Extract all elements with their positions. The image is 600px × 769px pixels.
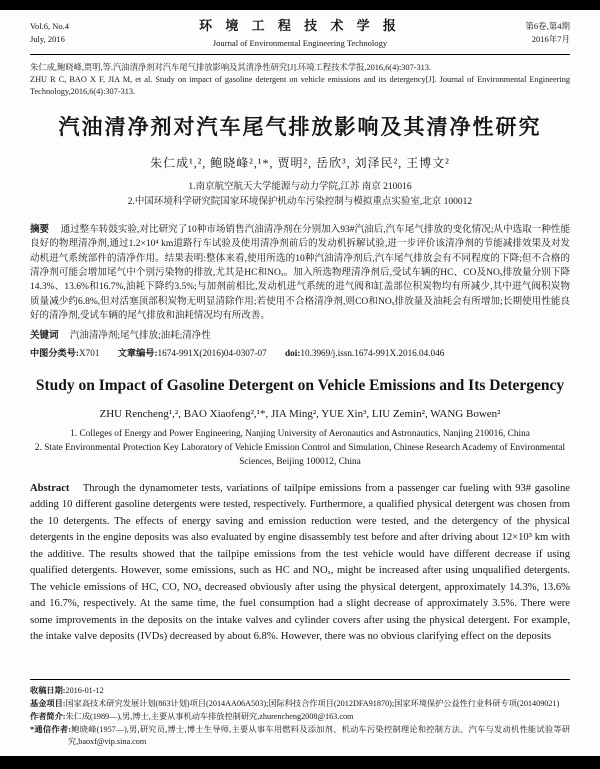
header-left	[30, 20, 98, 46]
article-number-label: 文章编号:	[117, 347, 158, 358]
affiliation-en-1: 1. Colleges of Energy and Power Engineering, Nanjing University of Aeronautics and Astronautics, Nanjing 210016, China	[70, 428, 530, 439]
volume-number: Vol.6, No.4	[30, 21, 70, 32]
bottom-border-bar	[0, 756, 600, 769]
abstract-en	[30, 481, 570, 646]
article-number-value: 1674-991X(2016)04-0307-07	[157, 347, 267, 358]
received-date-label: 收稿日期:	[30, 686, 66, 696]
issue-date-en: July, 2016	[30, 34, 65, 45]
paper-title-en: Study on Impact of Gasoline Detergent on Vehicle Emissions and Its Detergency	[35, 376, 565, 394]
fund-project-line	[30, 698, 570, 711]
author-bio-line	[30, 711, 570, 724]
clc-value: X701	[79, 347, 100, 358]
affiliation-cn-1: 1.南京航空航天大学能源与动力学院,江苏 南京 210016	[188, 182, 412, 193]
author-bio-label: 作者简介:	[30, 711, 66, 721]
corresponding-author-label: *通信作者:	[30, 724, 71, 734]
affiliations-en	[30, 428, 570, 470]
journal-name-en: Journal of Environmental Engineering Technology	[212, 38, 388, 49]
header-right	[502, 20, 570, 46]
fund-project-label: 基金项目:	[30, 699, 66, 709]
doi-value: 10.3969/j.issn.1674-991X.2016.04.046	[300, 347, 445, 358]
abstract-text-cn: 通过整车转鼓实验,对比研究了10种市场销售汽油清净剂在分别加入93#汽油后,汽车尾气排放的变化情况;从中选取一种性能良好的物理清净剂,通过1.2×10⁴ km道路行车试验及使用清净剂前后的发动机拆解试验,进一步评价该清净剂的节能减排效果及对发动机进气系统部件的清净作用。结果表明:整体来看,使用所选的10种汽油清净剂后,汽车尾气排放会有不同程度的下降;但不合格的清净剂可能会增加尾气中个别污染物的排放,尤其是HC和NOₓ。加入所选物理清净剂后,受试车辆的HC、CO及NOₓ排放量分别下降14.3%、13.6%和16.7%,油耗下降约3.5%;与加剂前相比,发动机进气系统的进气阀和缸盖部位积炭物均有所减少,其中进气阀积炭物质量减少约6.8%,但对活塞顶部积炭物无明显清除作用;若使用不合格清净剂,则CO和NOₓ排放量及油耗会有所增加;长期使用性能良好的清净剂,受试车辆的尾气排放和油耗情况均有所改善。	[30, 224, 570, 322]
corresponding-author-value: 鲍晓峰(1957—),男,研究员,博士,博士生导师,主要从事车用燃料及添加剂、机动车污染控制理论和控制方法、汽车与发动机性能试验等研究,baoxf@vip.sina.com	[68, 724, 570, 747]
affiliation-cn-2: 2.中国环境科学研究院国家环境保护机动车污染控制与模拟重点实验室,北京 100012	[127, 197, 473, 208]
corresponding-author-line	[30, 724, 570, 749]
abstract-text-en: Through the dynamometer tests, variations of tailpipe emissions from a passenger car fueling with 93# gasoline adding 10 different gasoline detergents were tested, respectively. Furthermore, a qualified physical detergent was chosen from the 10 detergents. The effects of energy saving and emission reduction were tested, and the detergency of the physical detergents in the engine deposits was also evaluated by engine disassembly test before and after driving about 12×10³ km with the additive. The results showed that the tailpipe emissions from the test vehicle would have different decrease if using qualified detergents. However, some emissions, such as HC and NOₓ, might be increased after using unqualified detergents. The vehicle emissions of HC, CO, NOₓ decreased obviously after using the physical detergent, approximately 14.3%, 13.6% and 16.7%, respectively. At the same time, the fuel consumption had a slight decrease of approximately 3.5%. There were some improvements in the deposits on the intake valves and cylinder covers after using the physical detergent. For example, the intake valve deposits (IVDs) decreased by about 6.8%. However, there was no obvious clarifying effect on the deposits	[30, 482, 570, 643]
doi-label: doi:	[285, 347, 301, 358]
issue-number-cn: 第6卷,第4期	[525, 21, 570, 32]
header-center	[98, 16, 502, 50]
paper-title-cn: 汽油清净剂对汽车尾气排放影响及其清净性研究	[58, 115, 542, 140]
journal-name-cn: 环 境 工 程 技 术 学 报	[199, 18, 401, 33]
keywords-line	[30, 327, 570, 341]
classification-line	[30, 345, 570, 359]
header-rule	[30, 54, 570, 55]
authors-cn: 朱仁成¹,², 鲍晓峰²,¹*, 贾明², 岳欣³, 刘泽民², 王博文²	[150, 156, 450, 171]
keywords-label: 关键词	[30, 330, 59, 341]
footnotes-block	[30, 679, 570, 749]
citation-cn: 朱仁成,鲍晓峰,贾明,等.汽油清净剂对汽车尾气排放影响及其清净性研究[J].环境工程技术学报,2016,6(4):307-313.	[30, 63, 432, 73]
abstract-cn	[30, 223, 570, 324]
fund-project-value: 国家高技术研究发展计划(863计划)项目(2014AA06A503);国际科技合作项目(2012DFA91870);国家环境保护公益性行业科研专项(201409021)	[65, 699, 560, 709]
abstract-label-en: Abstract	[30, 482, 70, 494]
page-content	[30, 16, 570, 646]
abstract-label-cn: 摘要	[30, 224, 50, 235]
citation-en: ZHU R C, BAO X F, JIA M, et al. Study on impact of gasoline detergent on vehicle emissions and its detergency[J]. Journal of Environmental Engineering Technology,2016,6(4):307-313.	[30, 75, 570, 96]
received-date-value: 2016-01-12	[65, 686, 104, 696]
citation-block	[30, 62, 570, 97]
issue-date-cn: 2016年7月	[531, 34, 570, 45]
authors-en: ZHU Rencheng¹,², BAO Xiaofeng²,¹*, JIA Ming², YUE Xin³, LIU Zemin², WANG Bowen²	[99, 407, 501, 420]
journal-header	[30, 16, 570, 50]
received-date-line	[30, 685, 570, 698]
keywords-text: 汽油清净剂;尾气排放;油耗;清净性	[69, 330, 211, 341]
clc-label: 中图分类号:	[30, 347, 79, 358]
top-border-bar	[0, 0, 600, 10]
affiliations-cn	[30, 180, 570, 210]
author-bio-value: 朱仁成(1989—),男,博士,主要从事机动车排放控制研究,zhurencheng2008@163.com	[65, 711, 354, 721]
affiliation-en-2: 2. State Environmental Protection Key Laboratory of Vehicle Emission Control and Simulation, Chinese Research Academy of Environmental Sciences, Beijing 100012, China	[34, 442, 566, 467]
